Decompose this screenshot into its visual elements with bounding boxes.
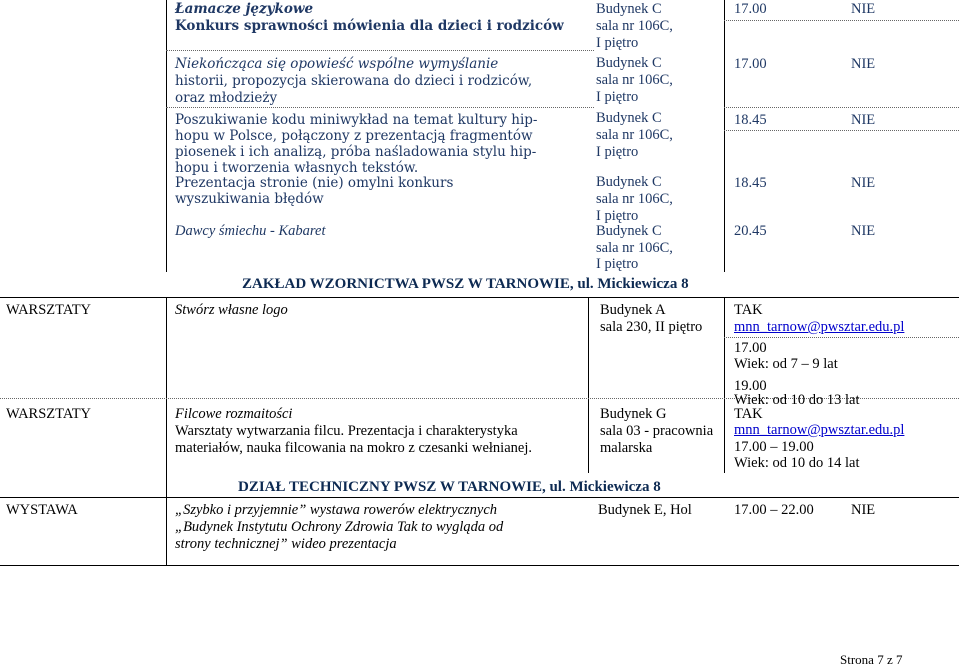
event-4-title-2: wyszukiwania błędów [175, 191, 324, 207]
event-3-loc-3: I piętro [596, 144, 639, 160]
row-1-reg-1: TAK [734, 302, 763, 318]
row-3-desc-3: strony technicznej” wideo prezentacja [175, 536, 397, 552]
row-1-loc-1: Budynek A [600, 302, 666, 318]
event-2-loc-2: sala nr 106C, [596, 72, 673, 88]
event-5-registration: NIE [851, 223, 876, 239]
event-3-title-3: piosenek i ich analizą, próba naśladowania stylu hip- [175, 144, 537, 160]
row-1-type: WARSZTATY [6, 302, 92, 318]
event-2-title-3: oraz młodzieży [175, 90, 278, 106]
row-2-reg-1: 19.00 [734, 378, 767, 394]
row-3-type: WYSTAWA [6, 502, 78, 518]
event-1-registration: NIE [851, 1, 876, 17]
row-1-title: Stwórz własne logo [175, 302, 288, 318]
section-2-header: DZIAŁ TECHNICZNY PWSZ W TARNOWIE, ul. Mickiewicza 8 [238, 479, 661, 495]
event-4-loc-2: sala nr 106C, [596, 191, 673, 207]
event-2-loc-1: Budynek C [596, 55, 662, 71]
event-2-time: 17.00 [734, 56, 767, 72]
row-3-time: 17.00 – 22.00 [734, 502, 814, 518]
event-3-registration: NIE [851, 112, 876, 128]
event-1-loc-3: I piętro [596, 35, 639, 51]
section-1-header: ZAKŁAD WZORNICTWA PWSZ W TARNOWIE, ul. Mickiewicza 8 [242, 276, 689, 292]
event-3-loc-2: sala nr 106C, [596, 127, 673, 143]
row-1-loc-2: sala 230, II piętro [600, 319, 703, 335]
row-2-reg-3: TAK [734, 406, 763, 422]
event-2-title-1: Niekończąca się opowieść wspólne wymyślanie [175, 56, 499, 72]
row-2-desc-1: Warsztaty wytwarzania filcu. Prezentacja i charakterystyka [175, 423, 518, 439]
event-1-time: 17.00 [734, 1, 767, 17]
event-2-title-2: historii, propozycja skierowana do dzieci i rodziców, [175, 73, 533, 89]
event-2-loc-3: I piętro [596, 89, 639, 105]
event-2-registration: NIE [851, 56, 876, 72]
row-2-loc-3: malarska [600, 440, 653, 456]
row-2-reg-5: 17.00 – 19.00 [734, 439, 814, 455]
event-5-loc-2: sala nr 106C, [596, 240, 673, 256]
event-1-loc-2: sala nr 106C, [596, 18, 673, 34]
event-3-time: 18.45 [734, 112, 767, 128]
event-4-title-1: Prezentacja stronie (nie) omylni konkurs [175, 175, 454, 191]
row-2-reg-6: Wiek: od 10 do 14 lat [734, 455, 860, 471]
row-2-loc-2: sala 03 - pracownia [600, 423, 714, 439]
row-3-location: Budynek E, Hol [598, 502, 692, 518]
event-5-loc-1: Budynek C [596, 223, 662, 239]
page-number: Strona 7 z 7 [840, 652, 903, 667]
row-2-desc-2: materiałów, nauka filcowania na mokro z czesanki wełnianej. [175, 440, 532, 456]
event-3-title-2: hopu w Polsce, połączony z prezentacją fragmentów [175, 128, 533, 144]
row-1-reg-3: 17.00 [734, 340, 767, 356]
row-1-email-link[interactable]: mnn_tarnow@pwsztar.edu.pl [734, 319, 905, 335]
row-2-email-link[interactable]: mnn_tarnow@pwsztar.edu.pl [734, 422, 905, 438]
event-4-loc-1: Budynek C [596, 174, 662, 190]
event-3-title-1: Poszukiwanie kodu miniwykład na temat kultury hip- [175, 112, 538, 128]
event-1-title: Łamacze językowe [175, 1, 314, 17]
event-4-registration: NIE [851, 175, 876, 191]
row-2-reg-2: Wiek: od 10 do 13 lat [734, 392, 860, 408]
event-4-time: 18.45 [734, 175, 767, 191]
row-2-type: WARSZTATY [6, 406, 92, 422]
event-3-loc-1: Budynek C [596, 110, 662, 126]
event-1-desc: Konkurs sprawności mówienia dla dzieci i rodziców [175, 18, 564, 34]
row-2-loc-1: Budynek G [600, 406, 667, 422]
row-3-desc-2: „Budynek Instytutu Ochrony Zdrowia Tak to wygląda od [175, 519, 504, 535]
row-2-title: Filcowe rozmaitości [175, 406, 293, 422]
event-4-loc-3: I piętro [596, 208, 639, 224]
event-5-time: 20.45 [734, 223, 767, 239]
row-3-registration: NIE [851, 502, 876, 518]
event-5-title: Dawcy śmiechu - Kabaret [175, 223, 326, 239]
event-3-title-4: hopu i tworzenia własnych tekstów. [175, 160, 419, 176]
row-1-reg-4: Wiek: od 7 – 9 lat [734, 356, 838, 372]
event-5-loc-3: I piętro [596, 256, 639, 272]
event-1-loc-1: Budynek C [596, 1, 662, 17]
row-3-desc-1: „Szybko i przyjemnie” wystawa rowerów elektrycznych [175, 502, 498, 518]
